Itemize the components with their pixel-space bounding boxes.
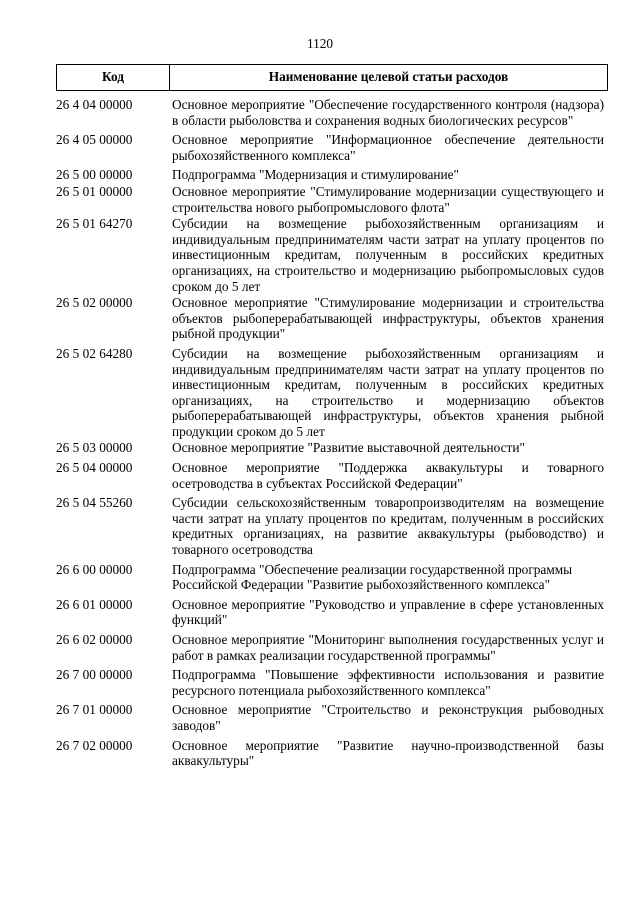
table-row	[56, 738, 608, 769]
row-code: 26 5 01 64270	[56, 216, 133, 232]
row-name: Основное мероприятие "Руководство и управление в сфере установленных функций"	[172, 596, 604, 628]
row-name: Основное мероприятие "Стимулирование модернизации существующего и строительства нового рыбопромыслового флота"	[172, 183, 604, 215]
table-row	[56, 495, 608, 557]
row-name: Основное мероприятие "Стимулирование модернизации и строительства объектов рыбоперерабатывающей инфраструктуры, объектов хранения рыбной продукции"	[172, 295, 604, 342]
table-row	[56, 667, 608, 698]
table-row	[56, 346, 608, 440]
row-name: Субсидии на возмещение рыбохозяйственным организациям и индивидуальным предпринимателям части затрат на уплату процентов по инвестиционным кредитам, полученным в российских кредитных организациях, на строительство и модернизацию объектов рыбоперерабатывающей инфраструктуры, объектов хранения рыбной продукции сроком до 5 лет	[172, 345, 604, 439]
row-code: 26 5 04 55260	[56, 495, 133, 511]
table-row	[56, 597, 608, 628]
row-code: 26 5 03 00000	[56, 440, 133, 456]
row-code: 26 5 02 00000	[56, 295, 133, 311]
row-name: Субсидии на возмещение рыбохозяйственным организациям и индивидуальным предпринимателям части затрат на уплату процентов по инвестиционным кредитам, полученным в российских кредитных организациях, на строительство и модернизацию рыбопромысловых судов сроком до 5 лет	[172, 216, 604, 294]
row-name: Основное мероприятие "Поддержка аквакультуры и товарного осетроводства в субъектах Российской Федерации"	[172, 460, 604, 491]
row-name: Субсидии сельскохозяйственным товаропроизводителям на возмещение части затрат на уплату процентов по кредитам, полученным в российских кредитных организациях, на развитие аквакультуры (рыбоводство) и товарного осетроводства	[172, 495, 604, 558]
row-code: 26 5 02 64280	[56, 345, 133, 361]
table-header	[56, 64, 608, 91]
table-row	[56, 132, 608, 163]
row-code: 26 4 05 00000	[56, 132, 133, 148]
table-row	[56, 295, 608, 342]
row-code: 26 6 02 00000	[56, 632, 133, 647]
table-row	[56, 460, 608, 491]
row-name: Основное мероприятие "Развитие научно-производственной базы аквакультуры"	[172, 737, 604, 769]
table-row	[56, 702, 608, 733]
row-name: Основное мероприятие "Обеспечение государственного контроля (надзора) в области рыболовства и сохранения водных биологических ресурсов"	[172, 97, 604, 128]
row-name: Основное мероприятие "Информационное обеспечение деятельности рыбохозяйственного комплекса"	[172, 132, 604, 163]
row-name: Основное мероприятие "Развитие выставочной деятельности"	[172, 440, 525, 456]
row-code: 26 5 00 00000	[56, 167, 133, 183]
row-code: 26 6 00 00000	[56, 561, 133, 577]
table-row	[56, 440, 608, 456]
table-body	[56, 97, 608, 773]
row-code: 26 4 04 00000	[56, 97, 133, 112]
table-row	[56, 97, 608, 128]
table-row	[56, 216, 608, 294]
row-code: 26 5 01 00000	[56, 183, 133, 199]
row-name: Подпрограмма "Обеспечение реализации государственной программы Российской Федерации "Развитие рыбохозяйственного комплекса"	[172, 561, 573, 593]
row-name: Подпрограмма "Модернизация и стимулирование"	[172, 167, 459, 183]
table-row	[56, 632, 608, 663]
table-row	[56, 562, 608, 593]
row-name: Подпрограмма "Повышение эффективности использования и развитие ресурсного потенциала рыбохозяйственного комплекса"	[172, 667, 604, 698]
row-code: 26 7 00 00000	[56, 667, 133, 683]
row-code: 26 7 02 00000	[56, 737, 133, 753]
row-code: 26 6 01 00000	[56, 596, 133, 612]
page-number: 1120	[306, 36, 334, 51]
header-name: Наименование целевой статьи расходов	[268, 69, 509, 84]
header-code: Код	[57, 65, 170, 90]
table-row	[56, 184, 608, 215]
row-code: 26 5 04 00000	[56, 460, 133, 476]
row-name: Основное мероприятие "Мониторинг выполнения государственных услуг и работ в рамках реализации государственной программы"	[172, 632, 604, 663]
table-row	[56, 167, 608, 183]
row-code: 26 7 01 00000	[56, 702, 133, 718]
row-name: Основное мероприятие "Строительство и реконструкция рыбоводных заводов"	[172, 702, 604, 733]
